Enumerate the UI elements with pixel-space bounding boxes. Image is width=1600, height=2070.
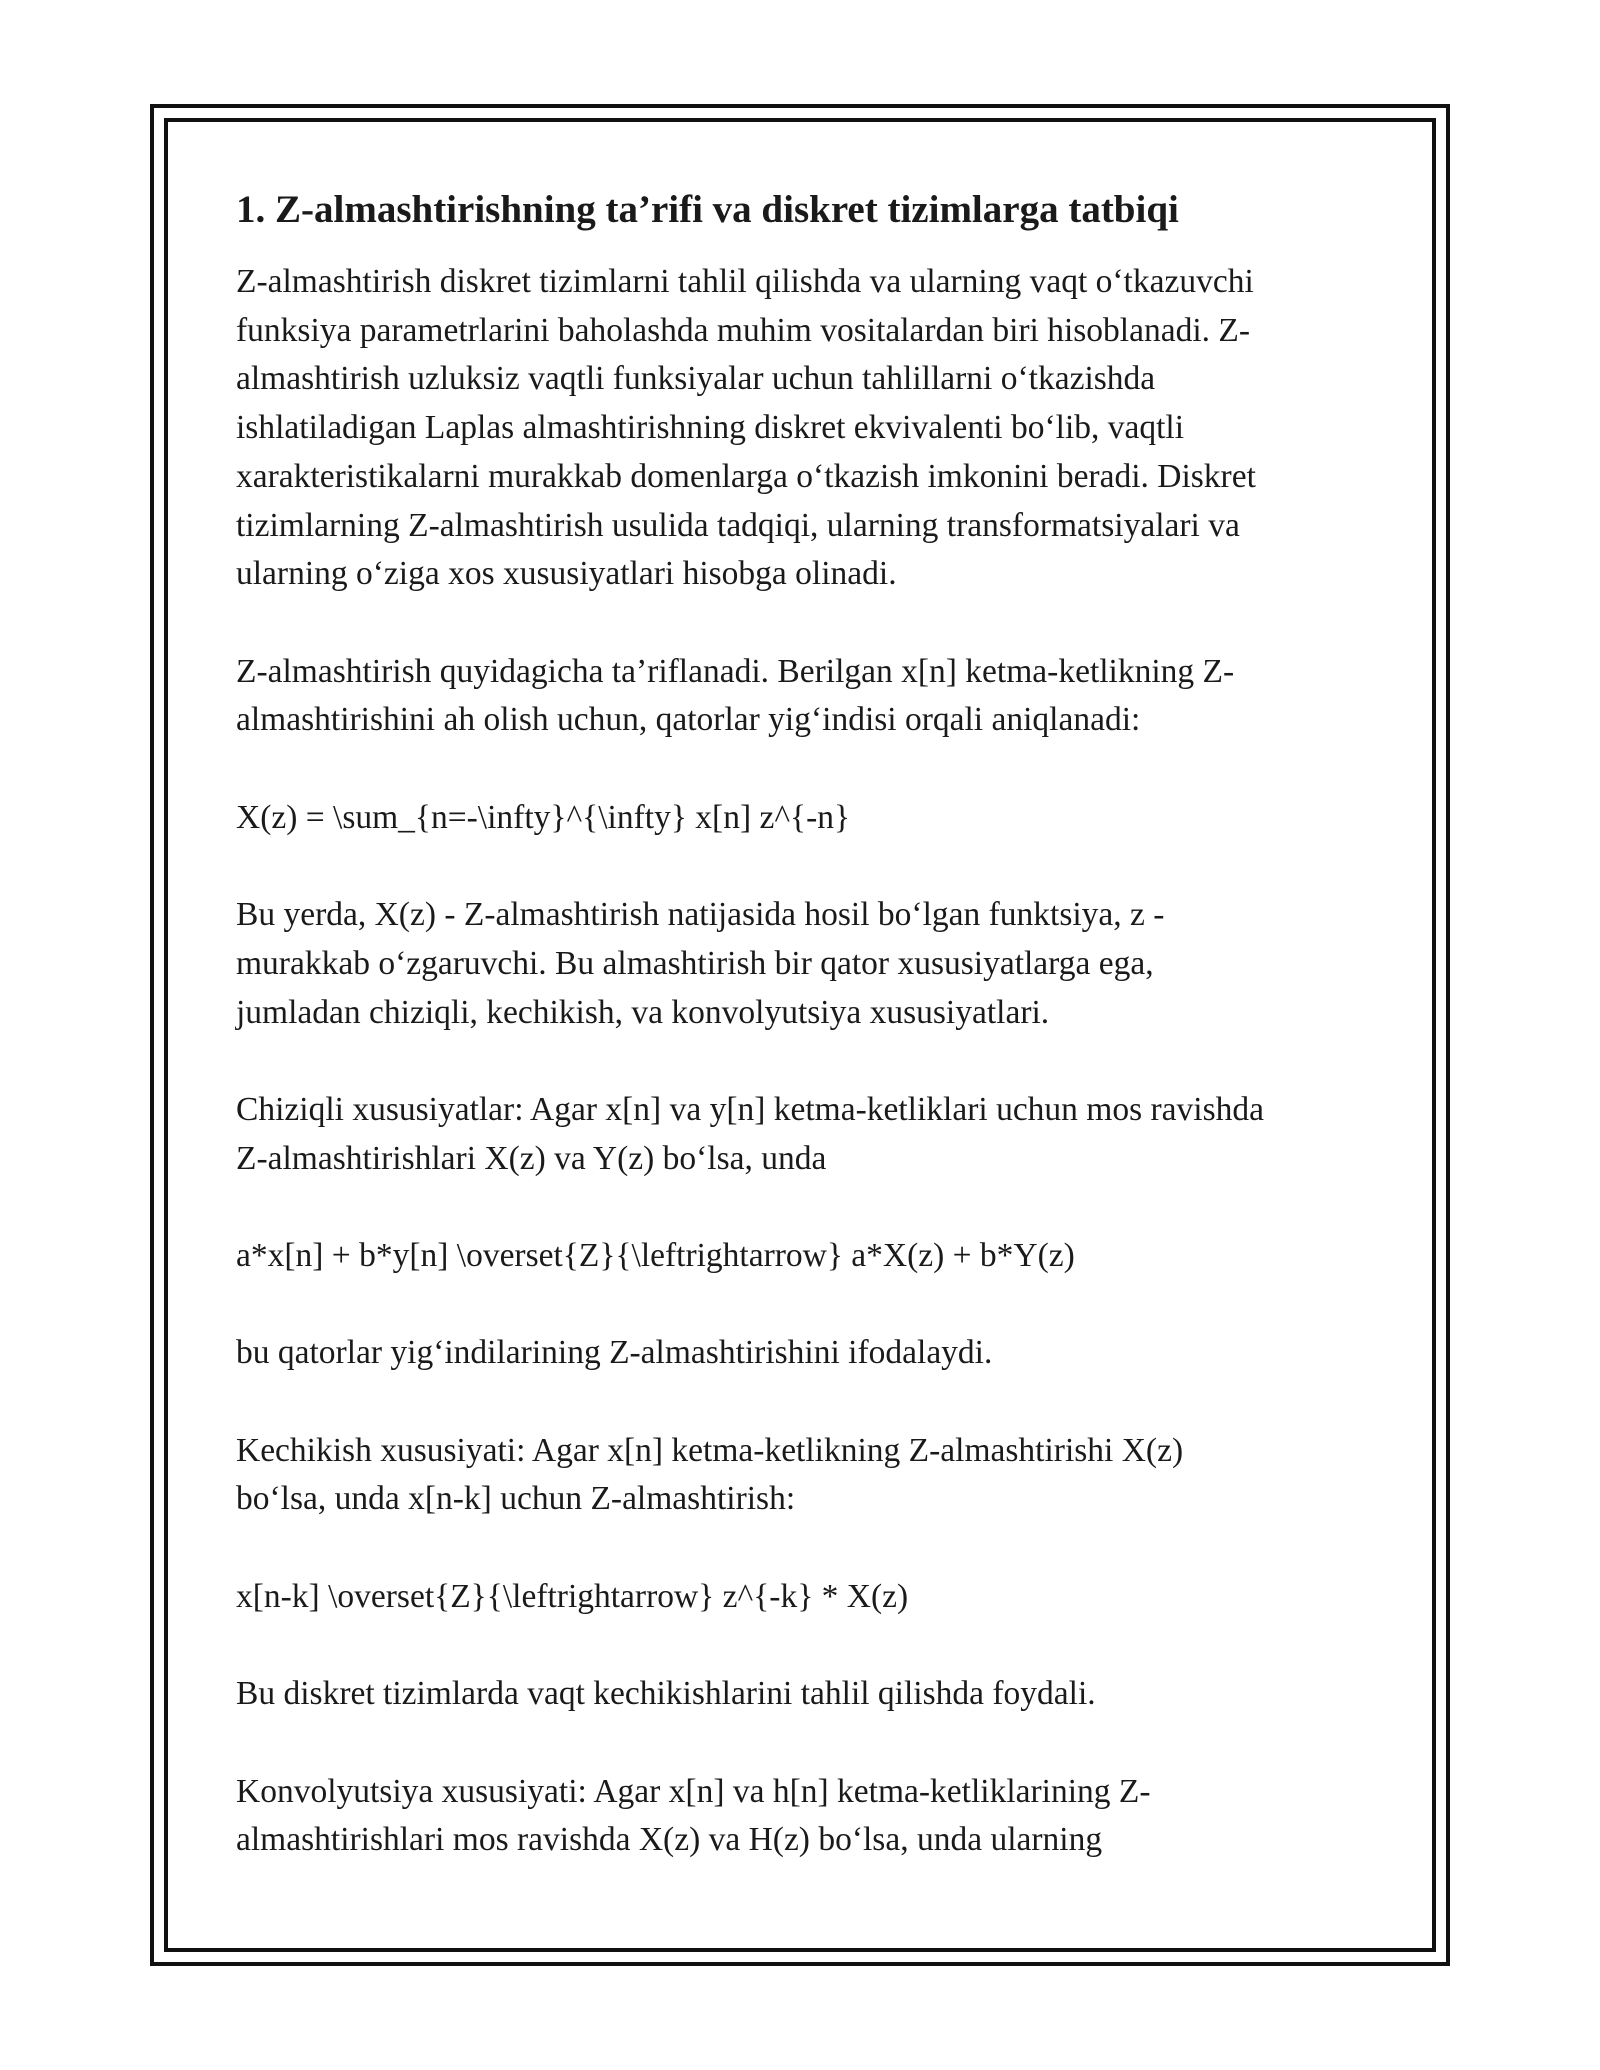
text-line: jumladan chiziqli, kechikish, va konvolyutsiya xususiyatlari. bbox=[236, 993, 1050, 1031]
text-line: bu qatorlar yig‘indilarining Z-almashtirishini ifodalaydi. bbox=[236, 1334, 993, 1372]
text-line: Z-almashtirish diskret tizimlarni tahlil qilishda va ularning vaqt o‘tkazuvchi bbox=[236, 263, 1254, 300]
document-body bbox=[236, 186, 1376, 1914]
paragraph bbox=[236, 648, 1376, 745]
paragraph bbox=[236, 1232, 1376, 1281]
text-line: almashtirish uzluksiz vaqtli funksiyalar uchun tahlillarni o‘tkazishda bbox=[236, 360, 1156, 398]
text-line: Bu yerda, X(z) - Z-almashtirish natijasida hosil bo‘lgan funktsiya, z - bbox=[236, 896, 1165, 934]
text-line: Z-almashtirish quyidagicha ta’riflanadi. Berilgan x[n] ketma-ketlikning Z- bbox=[236, 652, 1235, 690]
paragraph bbox=[236, 258, 1376, 599]
paragraph bbox=[236, 794, 1376, 843]
text-line: murakkab o‘zgaruvchi. Bu almashtirish bir qator xususiyatlarga ega, bbox=[236, 944, 1154, 982]
text-line: Chiziqli xususiyatlar: Agar x[n] va y[n] ketma-ketliklari uchun mos ravishda bbox=[236, 1090, 1265, 1128]
text-line: ishlatiladigan Laplas almashtirishning diskret ekvivalenti bo‘lib, vaqtli bbox=[236, 409, 1185, 447]
paragraph-list bbox=[236, 258, 1376, 1865]
text-line: bo‘lsa, unda x[n-k] uchun Z-almashtirish: bbox=[236, 1480, 796, 1518]
text-line: tizimlarning Z-almashtirish usulida tadqiqi, ularning transformatsiyalari va bbox=[236, 506, 1240, 544]
paragraph bbox=[236, 1329, 1376, 1378]
text-line: x[n-k] \overset{Z}{\leftrightarrow} z^{-k} * X(z) bbox=[236, 1577, 909, 1615]
text-line: almashtirishlari mos ravishda X(z) va H(z) bo‘lsa, unda ularning bbox=[236, 1821, 1103, 1859]
text-line: a*x[n] + b*y[n] \overset{Z}{\leftrightarrow} a*X(z) + b*Y(z) bbox=[236, 1236, 1075, 1274]
text-line: X(z) = \sum_{n=-\infty}^{\infty} x[n] z^{-n} bbox=[236, 798, 851, 836]
text-line: Kechikish xususiyati: Agar x[n] ketma-ketlikning Z-almashtirishi X(z) bbox=[236, 1431, 1184, 1469]
paragraph bbox=[236, 1573, 1376, 1622]
text-line: ularning o‘ziga xos xususiyatlari hisobga olinadi. bbox=[236, 555, 897, 593]
text-line: xarakteristikalarni murakkab domenlarga o‘tkazish imkonini beradi. Diskret bbox=[236, 457, 1256, 495]
paragraph bbox=[236, 1768, 1376, 1865]
text-line: Konvolyutsiya xususiyati: Agar x[n] va h[n] ketma-ketliklarining Z- bbox=[236, 1772, 1151, 1810]
text-line: Bu diskret tizimlarda vaqt kechikishlarini tahlil qilishda foydali. bbox=[236, 1675, 1096, 1713]
paragraph bbox=[236, 1427, 1376, 1524]
section-heading: 1. Z-almashtirishning ta’rifi va diskret tizimlarga tatbiqi bbox=[236, 188, 1179, 231]
text-line: Z-almashtirishlari X(z) va Y(z) bo‘lsa, unda bbox=[236, 1139, 827, 1177]
text-line: almashtirishini ah olish uchun, qatorlar yig‘indisi orqali aniqlanadi: bbox=[236, 701, 1141, 739]
paragraph bbox=[236, 1086, 1376, 1183]
text-line: funksiya parametrlarini baholashda muhim vositalardan biri hisoblanadi. Z- bbox=[236, 311, 1251, 349]
paragraph bbox=[236, 891, 1376, 1037]
paragraph bbox=[236, 1670, 1376, 1719]
